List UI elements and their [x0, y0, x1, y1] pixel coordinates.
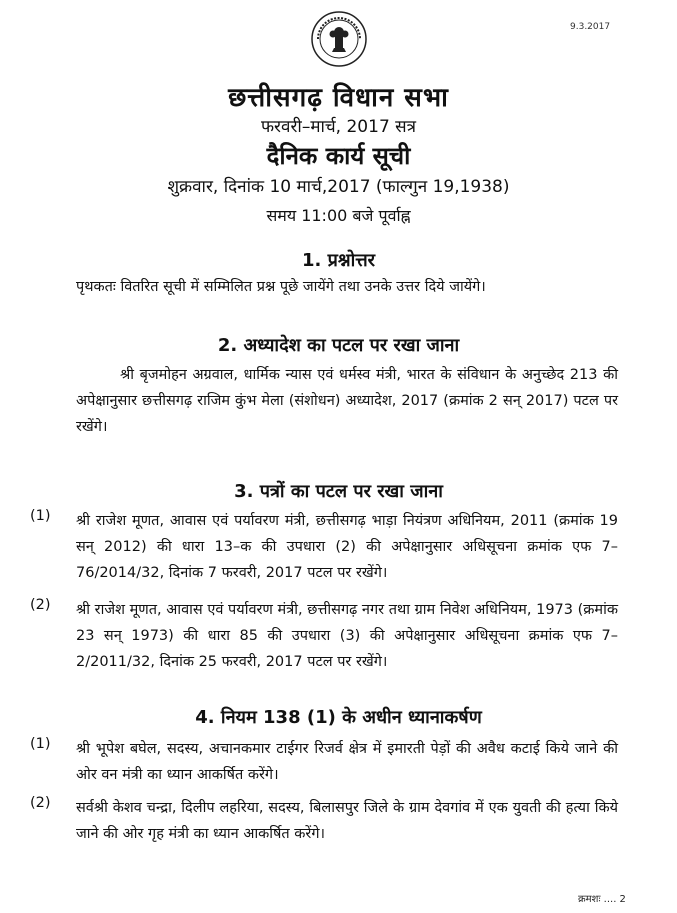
- date-line: शुक्रवार, दिनांक 10 मार्च,2017 (फाल्गुन 19,1938): [167, 177, 510, 197]
- assembly-seal-emblem: [310, 10, 368, 68]
- section-text-ordinance: श्री बृजमोहन अग्रवाल, धार्मिक न्यास एवं धर्मस्व मंत्री, भारत के संविधान के अनुच्छेद 213 की अपेक्षानुसार छत्तीसगढ़ राजिम कुंभ मेला (संशोधन) अध्यादेश, 2017 (क्रमांक 2 सन् 2017) पटल पर रखेंगे।: [76, 367, 618, 435]
- continued-footer: क्रमशः .... 2: [578, 894, 626, 905]
- item-number: (2): [30, 795, 51, 811]
- section-heading-papers: 3. पत्रों का पटल पर रखा जाना: [234, 481, 443, 502]
- section-heading-calling-attention: 4. नियम 138 (1) के अधीन ध्यानाकर्षण: [195, 707, 482, 728]
- assembly-title: छत्तीसगढ़ विधान सभा: [228, 83, 449, 113]
- item-number: (1): [30, 508, 51, 524]
- item-number: (2): [30, 597, 51, 613]
- agenda-title: दैनिक कार्य सूची: [266, 142, 411, 170]
- attention-item-text: श्री भूपेश बघेल, सदस्य, अचानकमार टाईगर रिजर्व क्षेत्र में इमारती पेड़ों की अवैध कटाई किये जाने की ओर वन मंत्री का ध्यान आकर्षित करेंगे।: [76, 741, 618, 783]
- section-heading-ordinance: 2. अध्यादेश का पटल पर रखा जाना: [217, 335, 460, 356]
- section-heading-questions: 1. प्रश्नोत्तर: [301, 250, 376, 271]
- item-number: (1): [30, 736, 51, 752]
- time-line: समय 11:00 बजे पूर्वाह्न: [266, 206, 411, 225]
- paper-item-text: श्री राजेश मूणत, आवास एवं पर्यावरण मंत्री, छत्तीसगढ़ नगर तथा ग्राम निवेश अधिनियम, 1973 (क्रमांक 23 सन् 1973) की धारा 85 की उपधारा (3) की अपेक्षानुसार अधिसूचना क्रमांक एफ 7–2/2011/32, दिनांक 25 फरवरी, 2017 पटल पर रखेंगे।: [76, 602, 618, 670]
- paper-item-text: श्री राजेश मूणत, आवास एवं पर्यावरण मंत्री, छत्तीसगढ़ भाड़ा नियंत्रण अधिनियम, 2011 (क्रमांक 19 सन् 2012) की धारा 13–क की उपधारा (2) की अपेक्षानुसार अधिसूचना क्रमांक एफ 7–76/2014/32, दिनांक 7 फरवरी, 2017 पटल पर रखेंगे।: [76, 513, 618, 581]
- corner-date: 9.3.2017: [570, 22, 611, 32]
- section-text-questions: पृथकतः वितरित सूची में सम्मिलित प्रश्न पूछे जायेंगे तथा उनके उत्तर दिये जायेंगे।: [76, 279, 486, 295]
- session-line: फरवरी–मार्च, 2017 सत्र: [260, 117, 417, 137]
- attention-item-text: सर्वश्री केशव चन्द्रा, दिलीप लहरिया, सदस्य, बिलासपुर जिले के ग्राम देवगांव में एक युवती की हत्या किये जाने की ओर गृह मंत्री का ध्यान आकर्षित करेंगे।: [76, 800, 618, 842]
